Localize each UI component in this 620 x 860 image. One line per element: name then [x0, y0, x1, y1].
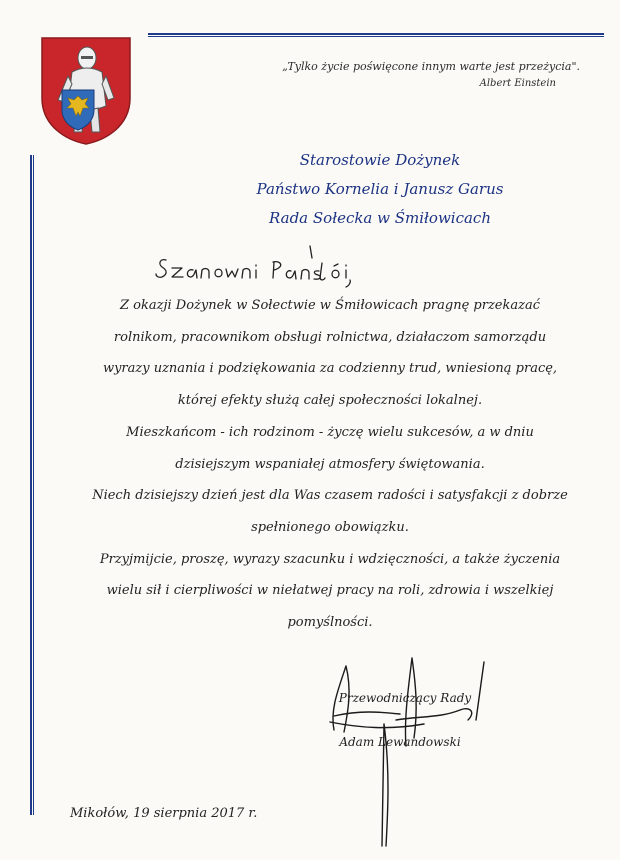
body-line: Mieszkańcom - ich rodzinom - życzę wielu sukcesów, a w dniu	[126, 424, 534, 440]
signatory-title: Przewodniczący Rady	[338, 691, 472, 705]
body-line: wyrazy uznania i podziękowania za codzienny trud, wniesioną pracę,	[102, 361, 558, 377]
body-line: Niech dzisiejszy dzień jest dla Was czasem radości i satysfakcji z dobrze	[92, 488, 568, 504]
body-line: Przyjmijcie, proszę, wyrazy szacunku i wdzięczności, a także życzenia	[99, 551, 561, 567]
body-line: pomyślności.	[287, 615, 373, 631]
coat-of-arms-icon	[40, 36, 132, 146]
left-margin-rule	[30, 155, 34, 815]
handwritten-greeting	[152, 240, 372, 288]
body-line: Z okazji Dożynek w Sołectwie w Śmiłowicach pragnę przekazać	[119, 298, 540, 313]
handwritten-signature	[300, 650, 500, 850]
motto-author: Albert Einstein	[479, 78, 556, 89]
motto-quote: „Tylko życie poświęcone innym warte jest przeżycia".	[282, 60, 580, 73]
body-line: dzisiejszym wspaniałej atmosfery świętowania.	[175, 456, 485, 472]
recipients-block	[220, 146, 540, 233]
body-line: wielu sił i cierpliwości w niełatwej pracy na roli, zdrowia i wszelkiej	[106, 583, 554, 599]
letter-body	[60, 290, 600, 639]
recipient-line: Rada Sołecka w Śmiłowicach	[269, 209, 491, 227]
body-line: której efekty służą całej społeczności lokalnej.	[177, 393, 483, 409]
recipient-line: Starostowie Dożynek	[299, 151, 461, 169]
place-and-date: Mikołów, 19 sierpnia 2017 r.	[70, 806, 258, 821]
recipient-line: Państwo Kornelia i Janusz Garus	[256, 180, 504, 198]
body-line: rolnikom, pracownikom obsługi rolnictwa, działaczom samorządu	[113, 329, 547, 345]
signatory-name: Adam Lewandowski	[339, 735, 461, 749]
header-rule	[148, 33, 604, 37]
body-line: spełnionego obowiązku.	[251, 519, 409, 535]
